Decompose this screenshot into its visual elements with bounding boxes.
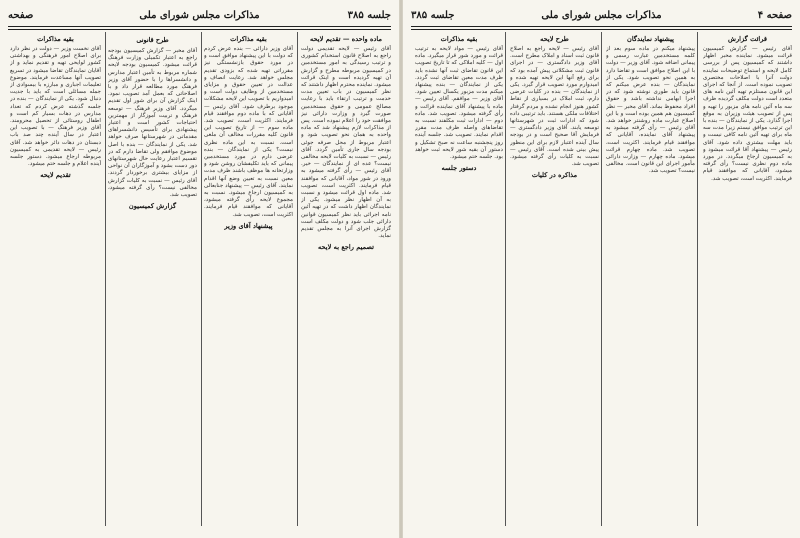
left-header-page-label: صفحه [8,10,34,21]
column-subhead: پیشنهاد نمایندگان [627,35,674,43]
left-header-session: جلسه ۳۸۵ [347,10,391,21]
right-column-4 [415,32,503,528]
right-column-2 [606,32,695,528]
column-divider [601,32,602,526]
column-subhead: گزارش کمیسیون [128,202,177,211]
left-column-1 [301,32,391,528]
column-subhead: مذاکره در کلیات [531,171,578,180]
column-divider [105,32,106,526]
left-column-2 [204,32,293,528]
column-text: آقای رئیس — گزارش کمیسیون قرائت میشود. نماینده مخبر اظهار داشتند که کمیسیون پس از بررسی کامل لایحه و استماع توضیحات نماینده دولت آنرا با اصلاحات مختصری تصویب نموده است. از آنجا که اجرای این قانون مستلزم تهیه آئین نامه های متعدد است دولت مکلف گردیده ظرف سه ماه آئین نامه های مزبور را تهیه و پس از تصویب هیئت وزیران به موقع اجرا گذارد. یکی از نمایندگان — بنده با این ترتیب موافق نیستم زیرا مدت سه ماه برای تهیه آئین نامه کافی نیست و باید مهلت بیشتری داده شود. آقای رئیس — پیشنهاد آقا قرائت میشود و به کمیسیون ارجاع میگردد. در مورد ماده دوم نظری نیست؟ رأی گرفته میشود، آقایانی که موافقند قیام فرمایند. اکثریت است، تصویب شد. [703,46,792,182]
column-subhead: طرح لایحه [540,35,569,43]
right-page-header [411,10,792,24]
left-column-3 [108,32,197,528]
left-header-rule [8,26,391,30]
column-box-title: طرح قانونی [136,36,169,44]
column-text: آقای مخبر — گزارش کمیسیون بودجه راجع به اعتبار تکمیلی وزارت فرهنگ قرائت میشود. کمیسیون بودجه لایحه شماره مربوط به تأمین اعتبار مدارس و دانشسراها را با حضور آقای وزیر فرهنگ مورد مطالعه قرار داد و با اصلاحاتی که بعمل آمد تصویب نمود. اینک گزارش آن برای شور اول تقدیم میگردد. آقای وزیر فرهنگ — توسعه فرهنگ و تربیت آموزگار از مهمترین احتیاجات کشور است و اعتبار پیشنهادی برای تأسیس دانشسراهای مقدماتی در شهرستانها صرف خواهد شد. یکی از نمایندگان — بنده با اصل موضوع موافقم ولی تقاضا دارم که در تقسیم اعتبار رعایت حال شهرستانهای دور دست بشود و آموزگاران آن نواحی از مزایای بیشتری برخوردار گردند. آقای رئیس — نسبت به کلیات گزارش مخالفی نیست؟ رأی گرفته میشود، تصویب شد. [108,48,197,199]
right-header-session: جلسه ۳۸۵ [411,10,455,21]
left-header-title: مذاکرات مجلس شورای ملی [139,10,260,21]
right-header-title: مذاکرات مجلس شورای ملی [541,10,662,21]
column-divider [297,32,298,526]
column-text: آقای رئیس — لایحه تقدیمی دولت راجع به اصلاح قانون استخدام کشوری و ترتیب رسیدگی به امور مستخدمین در کمیسیون مربوطه مطرح و گزارش آن تهیه گردیده است و اینک قرائت میشود. نماینده محترم اظهار داشتند که نظر کمیسیون در باب تعیین مدت خدمت و ترتیب ارتقاء باید با رعایت مصالح عمومی و حقوق مستخدمین صورت گیرد و وزارت دارائی نیز موافقت خود را اعلام نموده است. پس از مذاکرات لازم پیشنهاد شد که ماده واحده به همان نحو تصویب شود و اعتبار مربوط از محل صرفه جوئی بودجه سال جاری تأمین گردد. آقای رئیس — نسبت به کلیات لایحه مخالفی نیست؟ عده ای از نمایندگان — خیر. آقای رئیس — رأی گرفته میشود به ورود در شور مواد، آقایانی که موافقند قیام فرمایند. اکثریت است، تصویب شد. ماده اول قرائت میشود و نسبت به آن اظهار نظر میشود. یکی از نمایندگان اظهار داشت که در تهیه آئین نامه اجرائی باید نظر کمیسیون قوانین دارائی جلب شود و دولت مکلف است گزارش اجرای آنرا به مجلس تقدیم نماید. [301,46,391,240]
column-subhead: تقدیم لایحه [40,171,71,180]
column-text: پیشنهاد میکنم در ماده سوم بعد از کلمه مستخدمین عبارت رسمی و پیمانی اضافه شود. آقای وزیر — دولت با این اصلاح موافق است و تقاضا دارد به همین نحو تصویب شود. یکی از نمایندگان — بنده عرض میکنم که قانون باید طوری نوشته شود که در اجرا ابهامی نداشته باشد و حقوق افراد محفوظ بماند. آقای مخبر — نظر کمیسیون هم همین بوده است و با این اصلاح عبارت ماده روشنتر خواهد شد. آقای رئیس — رأی گرفته میشود به پیشنهاد آقای نماینده، آقایانی که موافقند قیام فرمایند. اکثریت است، تصویب شد. ماده چهارم قرائت میشود. ماده چهارم — وزارت دارائی مأمور اجرای این قانون است. مخالفی نیست؟ تصویب شد. [606,46,695,175]
column-divider [201,32,202,526]
left-page [0,0,399,538]
right-header-page-label: صفحه ۴ [757,10,792,21]
right-column-3 [510,32,599,528]
left-column-4 [10,32,101,528]
column-text: آقای رئیس — لایحه راجع به اصلاح قانون ثبت اسناد و املاک مطرح است. آقای وزیر دادگستری — در اجرای قانون ثبت مشکلاتی پیش آمده بود که برای رفع آنها این لایحه تهیه شده و امیدوارم مورد تصویب قرار گیرد. یکی از نمایندگان — بنده در کلیات عرضی دارم، ثبت املاک در بسیاری از نقاط کشور هنوز انجام نشده و مردم گرفتار اختلافات ملکی هستند. باید ترتیبی داده شود که ادارات ثبت در شهرستانها توسعه یابند. آقای وزیر دادگستری — فرمایش آقا صحیح است و در بودجه سال آینده اعتبار لازم برای این منظور پیش بینی شده است. آقای رئیس — نسبت به کلیات رأی گرفته میشود. تصویب شد. [510,46,599,168]
column-divider [697,32,698,526]
column-subhead: پیشنهاد آقای وزیر [224,221,273,230]
right-page [403,0,800,538]
right-header-rule [411,26,792,30]
column-subhead: بقیه مذاکرات [230,35,267,43]
column-subhead: دستور جلسه [441,164,477,173]
column-text: آقای وزیر دارائی — بنده عرض کردم که دولت با این پیشنهاد موافق است و در مورد حقوق بازنشستگی نیز مقرراتی تهیه شده که بزودی تقدیم مجلس خواهد شد. رعایت انصاف و عدالت در تعیین حقوق و مزایای مستخدمین از وظایف دولت است و امیدواریم با تصویب این لایحه مشکلات موجود برطرف شود. آقای رئیس — آقایانی که با ماده دوم موافقند قیام فرمایند. اکثریت است، تصویب شد. ماده سوم — از تاریخ تصویب این قانون کلیه مقررات مخالف آن ملغی است. نسبت به این ماده نظری نیست؟ یکی از نمایندگان — بنده عرضی دارم در مورد مستخدمین پیمانی که باید تکلیفشان روشن شود و وزارتخانه ها موظف باشند ظرف مدت معین نسبت به تعیین وضع آنها اقدام نمایند. آقای رئیس — پیشنهاد جنابعالی به کمیسیون ارجاع میشود. نسبت به مجموع لایحه رأی گرفته میشود، آقایانی که موافقند قیام فرمایند. اکثریت است، تصویب شد. [204,46,293,218]
column-text: آقای رئیس — مواد لایحه به ترتیب قرائت و مورد شور قرار میگیرد. ماده اول — کلیه املاکی که تا تاریخ تصویب این قانون تقاضای ثبت آنها نشده باید ظرف مدت معین تقاضای ثبت گردد. یکی از نمایندگان — بنده پیشنهاد میکنم مدت مزبور یکسال تعیین شود. آقای وزیر — موافقم. آقای رئیس — ماده با پیشنهاد آقای نماینده قرائت و رأی گرفته میشود. تصویب شد. ماده دوم — ادارات ثبت مکلفند نسبت به تقاضاهای واصله ظرف مدت مقرر اقدام نمایند. تصویب شد. جلسه آینده روز پنجشنبه ساعت نه صبح تشکیل و دستور آن بقیه شور لایحه ثبت خواهد بود. جلسه ختم میشود. [415,46,503,161]
column-subhead: بقیه مذاکرات [37,35,74,43]
column-subhead: تصمیم راجع به لایحه [318,243,374,252]
column-subhead: ماده واحده — تقدیم لایحه [310,35,382,43]
left-page-header [8,10,391,24]
column-subhead: بقیه مذاکرات [440,35,478,43]
column-subhead: قرائت گزارش [727,35,768,43]
right-column-1 [703,32,792,528]
column-divider [505,32,506,526]
column-text: آقای نخست وزیر — دولت در نظر دارد برای اصلاح امور فرهنگی و بهداشتی کشور لوایحی تهیه و تقدیم نماید و از آقایان نمایندگان تقاضا میشود در تسریع تصویب آنها مساعدت فرمایند. موضوع تعلیمات اجباری و مبارزه با بیسوادی از جمله مسائلی است که باید با جدیت دنبال شود. یکی از نمایندگان — بنده در جلسه گذشته عرض کردم که تعداد مدارس در دهات بسیار کم است و اطفال روستائی از تحصیل محرومند. آقای وزیر فرهنگ — با تصویب این اعتبار در سال آینده چند صد باب دبستان در دهات دائر خواهد شد. آقای رئیس — لایحه تقدیمی به کمیسیون مربوطه ارجاع میشود. دستور جلسه آینده اعلام و جلسه ختم میشود. [10,46,101,168]
